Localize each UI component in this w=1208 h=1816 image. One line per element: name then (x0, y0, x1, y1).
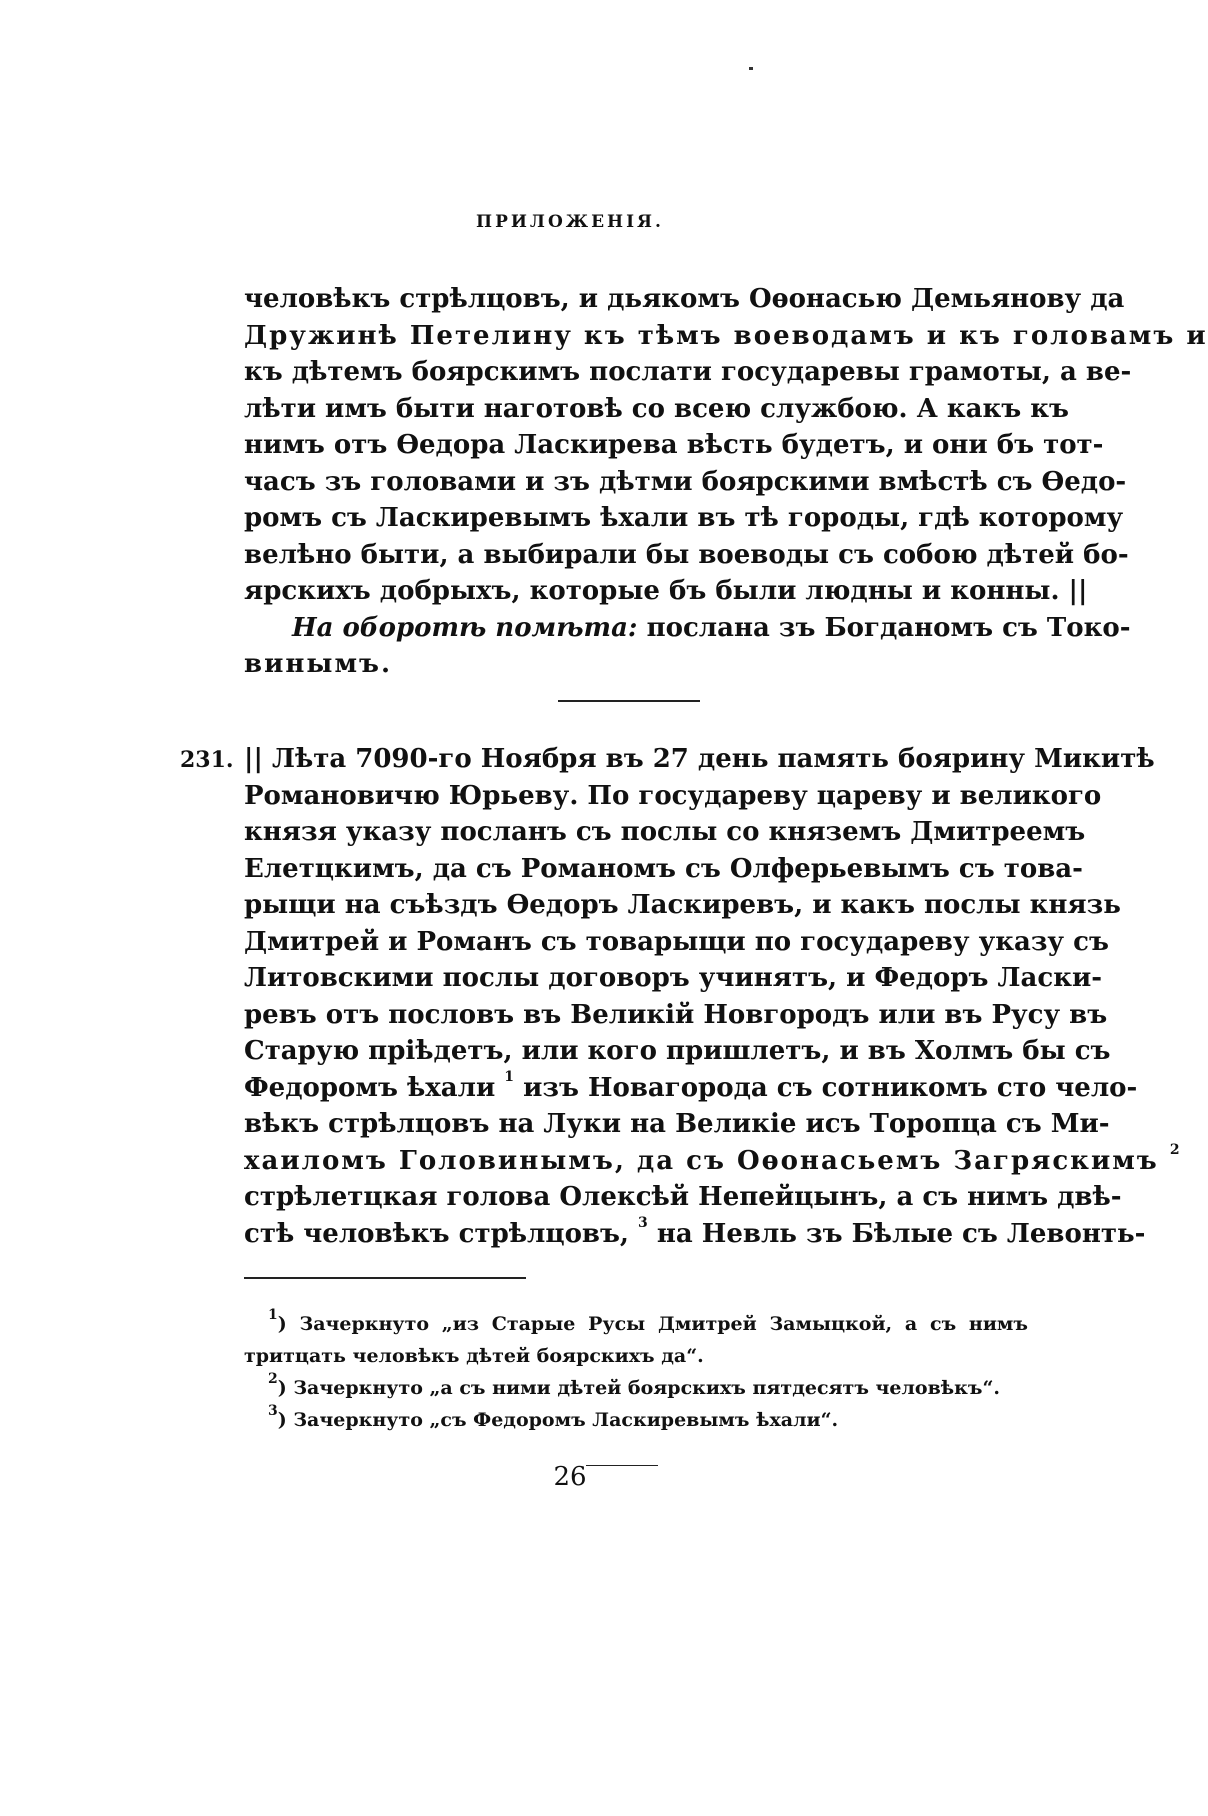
footnote-ref: 1 (504, 1068, 515, 1085)
text-line: къ дѣтемъ боярскимъ послати государевы грамоты, а ве- (244, 357, 1132, 387)
footnote-text: ) Зачеркнуто „съ Федоромъ Ласкиревымъ ѣхали“. (277, 1409, 839, 1431)
document-number: 231. (180, 747, 234, 773)
footnote-divider (244, 1277, 526, 1279)
footnote (244, 1308, 1028, 1340)
running-header: ПРИЛОЖЕНІЯ. (476, 212, 664, 232)
text-line: Романовичю Юрьеву. По государеву цареву и великого (244, 780, 1102, 811)
text-line (244, 1141, 1182, 1180)
text-fragment: Федоромъ ѣхали (244, 1072, 505, 1103)
page-number: 26 (553, 1462, 587, 1492)
text-line: часъ зъ головами и зъ дѣтми боярскими вмѣстѣ съ Ѳедо- (244, 466, 1127, 497)
footnote (244, 1372, 1028, 1404)
text-fragment: стѣ человѣкъ стрѣлцовъ, (244, 1218, 639, 1249)
continuation-text (244, 281, 1208, 683)
text-line (244, 1214, 1146, 1253)
section-divider (558, 700, 700, 702)
text-line: ярскихъ добрыхъ, которые бъ были людны и конны. || (244, 576, 1088, 606)
text-line: Дмитрей и Романъ съ товарыщи по государеву указу съ (244, 926, 1109, 957)
footnote-continuation: тритцать человѣкъ дѣтей боярскихъ да“. (244, 1345, 704, 1367)
footnote-ref: 3 (638, 1214, 648, 1231)
text-line: велѣно быти, а выбирали бы воеводы съ собою дѣтей бо- (244, 539, 1129, 570)
text-line: винымъ. (244, 649, 393, 679)
endorsement-label: На оборотѣ помѣта: (292, 612, 638, 643)
text-line: Дружинѣ Петелину къ тѣмъ воеводамъ и къ головамъ и (244, 320, 1208, 351)
print-speck (749, 67, 753, 70)
footnote-marker: 3 (268, 1403, 278, 1419)
text-line: Елетцкимъ, да съ Романомъ съ Олферьевымъ съ това- (244, 853, 1083, 884)
text-line: ревъ отъ пословъ въ Великій Новгородъ или въ Русу въ (244, 999, 1108, 1030)
text-line: ромъ съ Ласкиревымъ ѣхали въ тѣ городы, гдѣ которому (244, 503, 1124, 533)
text-fragment: изъ Новагорода съ сотникомъ сто чело- (514, 1072, 1138, 1103)
text-line: Старую пріѣдетъ, или кого пришлетъ, и въ Холмъ бы съ (244, 1036, 1111, 1066)
text-line: Литовскими послы договоръ учинятъ, и Федоръ Ласки- (244, 963, 1103, 993)
document-text (244, 741, 1182, 1252)
endorsement-line (244, 610, 1131, 647)
footnotes (244, 1308, 1028, 1436)
text-line (244, 1068, 1138, 1107)
text-line: вѣкъ стрѣлцовъ на Луки на Великіе исъ Торопца съ Ми- (244, 1109, 1110, 1139)
text-line: человѣкъ стрѣлцовъ, и дьякомъ Оѳонасью Демьянову да (244, 284, 1125, 314)
text-fragment: на Невль зъ Бѣлые съ Левонть- (647, 1218, 1146, 1249)
text-line: князя указу посланъ съ послы со княземъ Дмитреемъ (244, 817, 1086, 847)
endorsement-text: послана зъ Богданомъ съ Токо- (637, 612, 1131, 643)
footnote-marker: 1 (268, 1307, 278, 1323)
text-line: рыщи на съѣздъ Ѳедоръ Ласкиревъ, и какъ послы князь (244, 890, 1121, 920)
footnote-text: ) Зачеркнуто „а съ ними дѣтей боярскихъ пятдесятъ человѣкъ“. (277, 1377, 1000, 1399)
footnote (244, 1404, 1028, 1436)
footnote-marker: 2 (268, 1371, 278, 1387)
text-line: || Лѣта 7090-го Ноября въ 27 день память боярину Микитѣ (244, 744, 1155, 774)
text-fragment: хаиломъ Головинымъ, да съ Оѳонасьемъ Загряскимъ (244, 1145, 1170, 1176)
footnote-ref: 2 (1169, 1141, 1182, 1158)
text-line: нимъ отъ Ѳедора Ласкирева вѣсть будетъ, и они бъ тот- (244, 430, 1104, 460)
text-line: стрѣлетцкая голова Олексѣй Непейцынъ, а съ нимъ двѣ- (244, 1182, 1122, 1212)
footnote-text: ) Зачеркнуто „из Старые Русы Дмитрей Замыцкой, а съ нимъ (277, 1313, 1028, 1335)
text-line: лѣти имъ быти наготовѣ со всею службою. А какъ къ (244, 393, 1070, 424)
